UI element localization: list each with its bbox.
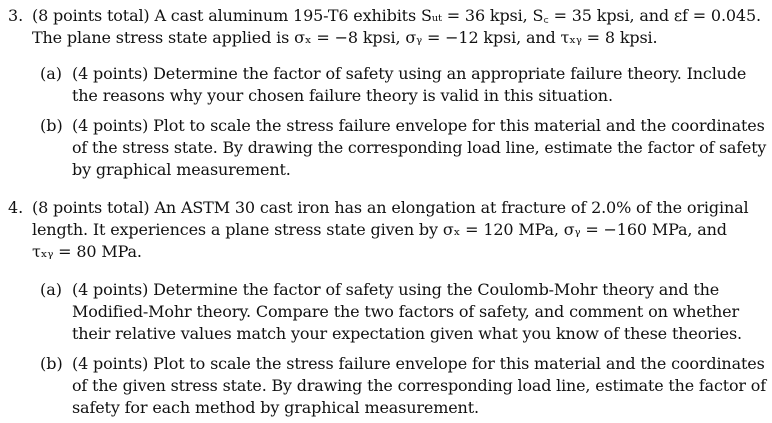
part-text-line: their relative values match your expectation given what you know of these theories. (72, 324, 742, 343)
part-text-line: the reasons why your chosen failure theory is valid in this situation. (72, 86, 613, 105)
part-text-line: by graphical measurement. (72, 160, 291, 179)
part-text-line: of the given stress state. By drawing the corresponding load line, estimate the factor of (72, 376, 766, 395)
part-text-line: (4 points) Determine the factor of safety using the Coulomb-Mohr theory and the (72, 280, 720, 299)
problem-number: 4. (8, 198, 24, 217)
part-text-line: Modified-Mohr theory. Compare the two factors of safety, and comment on whether (72, 302, 739, 321)
part-text-line: (4 points) Plot to scale the stress failure envelope for this material and the coordinates (72, 354, 765, 373)
part-text-line: safety for each method by graphical measurement. (72, 398, 479, 417)
problem-statement-line: (8 points total) An ASTM 30 cast iron has an elongation at fracture of 2.0% of the original (32, 198, 749, 217)
part-text-line: (4 points) Determine the factor of safety using an appropriate failure theory. Include (72, 64, 747, 83)
part-label: (a) (40, 280, 63, 299)
problem-statement-line: τₓᵧ = 80 MPa. (32, 242, 142, 261)
problem-statement-line: length. It experiences a plane stress state given by σₓ = 120 MPa, σᵧ = −160 MPa, and (32, 220, 727, 239)
part-label: (a) (40, 64, 63, 83)
part-label: (b) (40, 354, 63, 373)
part-text-line: (4 points) Plot to scale the stress failure envelope for this material and the coordinates (72, 116, 765, 135)
problem-statement-line: The plane stress state applied is σₓ = −8 kpsi, σᵧ = −12 kpsi, and τₓᵧ = 8 kpsi. (32, 28, 658, 47)
part-text-line: of the stress state. By drawing the corresponding load line, estimate the factor of safety (72, 138, 767, 157)
part-label: (b) (40, 116, 63, 135)
problem-number: 3. (8, 6, 24, 25)
problem-statement-line: (8 points total) A cast aluminum 195-T6 exhibits Sᵤₜ = 36 kpsi, S꜀ = 35 kpsi, and εf = 0.045. (32, 6, 761, 25)
